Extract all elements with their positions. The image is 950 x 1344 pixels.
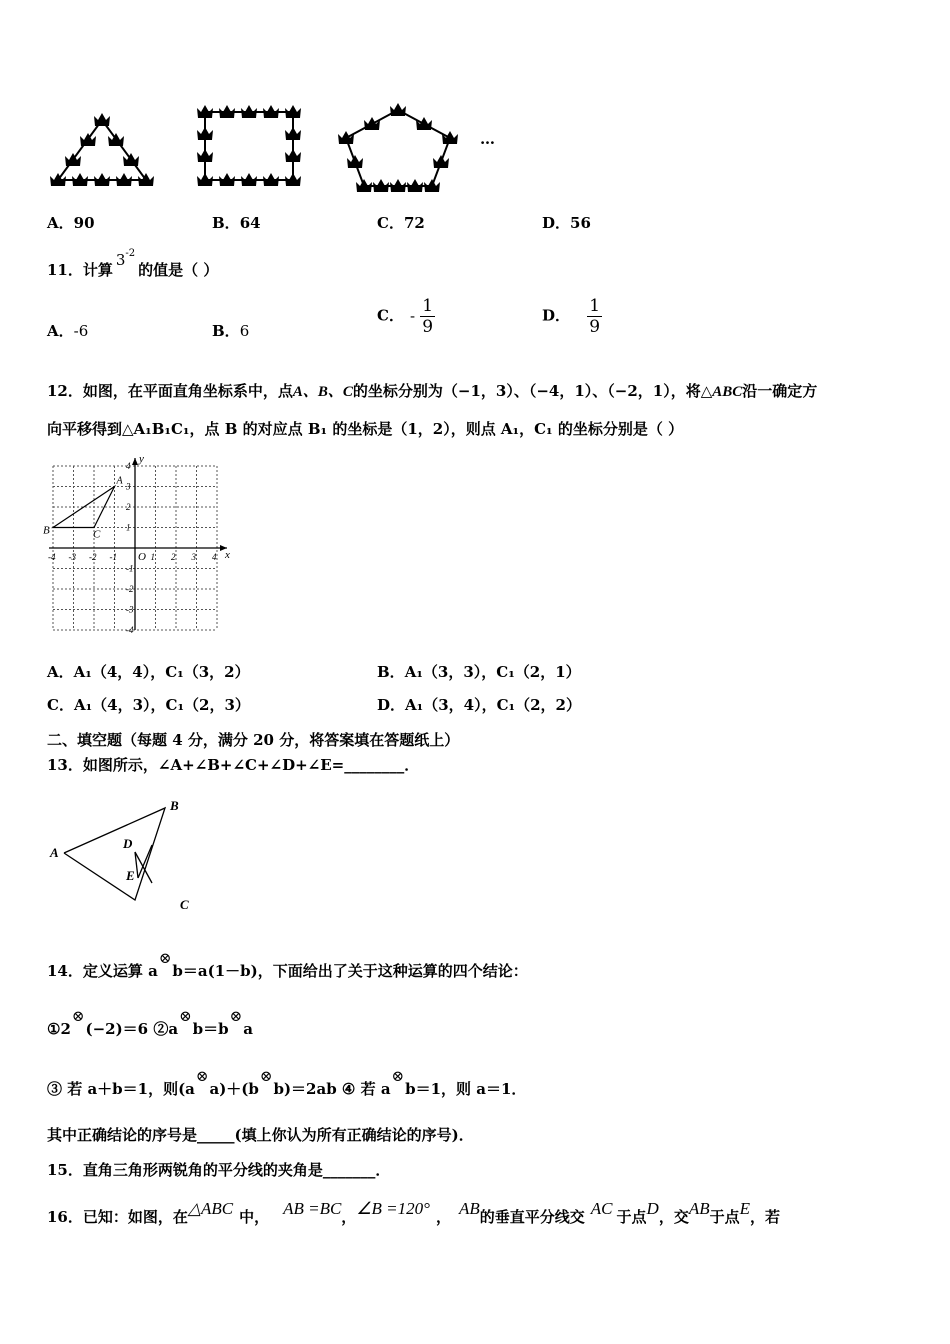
q13-star-figure: [40, 790, 210, 920]
q11-option-c[interactable]: C． - $\frac{1}{9}$: [377, 296, 434, 337]
q12-stem-line1: 12．如图，在平面直角坐标系中，点A、B、C的坐标分别为（−1，3）、（−4，1）、（−2，1），将△ABC沿一确定方: [47, 382, 818, 400]
q14-stem: 14．定义运算 a⊗b＝a(1－b)，下面给出了关于这种运算的四个结论：: [47, 949, 528, 980]
square-figure: [197, 105, 301, 186]
x-tick-label: 3: [191, 552, 196, 562]
q14-statements-3-4: ③ 若 a＋b＝1，则(a⊗a)＋(b⊗b)＝2ab ④ 若 a⊗b＝1，则 a＝1．: [47, 1067, 527, 1098]
point-b-label: B: [43, 524, 50, 537]
point-a-label: A: [116, 475, 123, 487]
q14-answer-line: 其中正确结论的序号是_____(填上你认为所有正确结论的序号)．: [47, 1126, 474, 1144]
q12-option-a[interactable]: A．A₁（4，4），C₁（3，2）: [47, 663, 250, 681]
q13-label-e: E: [126, 868, 135, 883]
point-c-label: C: [93, 528, 101, 541]
q12-coordinate-grid: [40, 444, 245, 636]
y-tick-label: 4: [126, 461, 131, 471]
q10-option-c[interactable]: C．72: [377, 214, 425, 232]
q12-option-b[interactable]: B．A₁（3，3），C₁（2，1）: [377, 663, 581, 681]
y-tick-label: -4: [126, 625, 134, 635]
y-axis-label: y: [139, 453, 144, 465]
origin-label: O: [138, 551, 146, 563]
x-axis-label: x: [225, 549, 230, 561]
q13-label-c: C: [180, 897, 189, 912]
triangle-figure: [50, 113, 154, 186]
y-tick-label: 3: [126, 481, 131, 492]
q10-pattern-figures: [40, 100, 520, 200]
section-heading-fill-in: 二、填空题（每题 4 分，满分 20 分，将答案填在答题纸上）: [47, 731, 460, 749]
q15-stem: 15．直角三角形两锐角的平分线的夹角是_______．: [47, 1161, 391, 1179]
y-tick-label: 2: [126, 502, 131, 512]
x-tick-label: 1: [150, 552, 155, 562]
q12-option-d[interactable]: D．A₁（3，4），C₁（2，2）: [377, 696, 581, 714]
q12-option-c[interactable]: C．A₁（4，3），C₁（2，3）: [47, 696, 250, 714]
x-tick-label: -2: [89, 552, 97, 562]
q10-option-d[interactable]: D．56: [542, 214, 591, 232]
q11-option-d[interactable]: D． $\frac{1}{9}$: [542, 296, 601, 337]
y-tick-label: 1: [126, 522, 131, 533]
q13-label-a: A: [50, 845, 59, 860]
y-axis-arrow: [132, 458, 138, 465]
q13-stem: 13．如图所示，∠A+∠B+∠C+∠D+∠E=________．: [47, 756, 420, 774]
q11-stem: 11．计算$3^{-2}$的值是（ ）: [47, 248, 219, 279]
x-tick-label: -1: [109, 552, 117, 562]
q11-option-a[interactable]: A．-6: [47, 322, 89, 340]
y-tick-label: -3: [126, 604, 134, 615]
x-tick-label: -3: [68, 552, 76, 562]
pentagon-figure: [338, 103, 458, 192]
q10-option-b[interactable]: B．64: [212, 214, 261, 232]
q10-ellipsis: …: [480, 130, 495, 148]
x-tick-label: -4: [48, 552, 56, 562]
x-tick-label: 4: [212, 552, 217, 562]
q11-option-b[interactable]: B．6: [212, 322, 250, 340]
q13-label-b: B: [170, 798, 179, 813]
y-tick-label: -2: [126, 584, 134, 594]
q10-option-a[interactable]: A．90: [47, 214, 95, 232]
q14-statements-1-2: ①2⊗(−2)＝6 ②a⊗b＝b⊗a: [47, 1007, 253, 1038]
q13-label-d: D: [123, 836, 133, 851]
q16-stem: 16．已知：如图，在△ABC 中， AB =BC，∠B =120° ， AB的垂直平分线交 AC 于点D，交AB于点E，若: [47, 1199, 781, 1226]
y-tick-label: -1: [126, 563, 134, 574]
x-tick-label: 2: [171, 552, 176, 562]
q12-stem-line2: 向平移得到△A₁B₁C₁，点 B 的对应点 B₁ 的坐标是（1，2），则点 A₁，C₁ 的坐标分别是（ ）: [47, 420, 684, 438]
